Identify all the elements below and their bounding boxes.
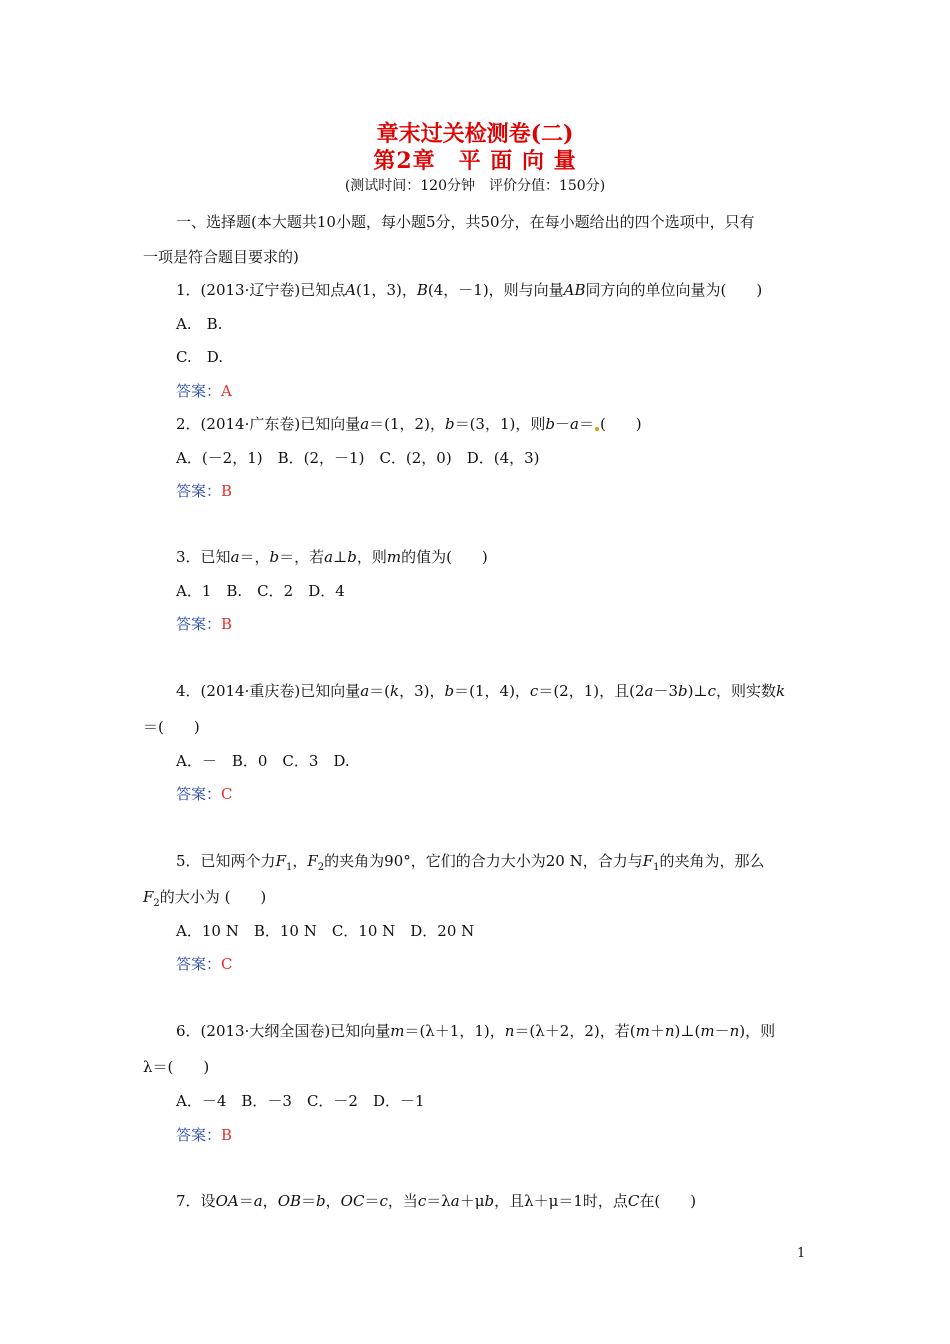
question-5-options: A．10 N B．10 N C．10 N D．20 N: [176, 922, 475, 940]
question-1-answer: 答案：A: [176, 382, 232, 400]
question-6-stem: 6．(2013·大纲全国卷)已知向量m＝(λ＋1，1)，n＝(λ＋2，2)，若(m＋n)⊥(m－n)，则: [176, 1022, 776, 1040]
question-1-options-ab: A. B.: [176, 315, 223, 333]
question-5-answer: 答案：C: [176, 955, 233, 973]
question-1-stem: 1．(2013·辽宁卷)已知点A(1，3)，B(4，－1)，则与向量AB同方向的单位向量为( ): [176, 281, 763, 299]
section-heading-line1: 一、选择题(本大题共10小题，每小题5分，共50分，在每小题给出的四个选项中，只有: [176, 213, 755, 231]
question-3-stem: 3．已知a＝，b＝，若a⊥b，则m的值为( ): [176, 548, 488, 566]
question-2-answer: 答案：B: [176, 482, 233, 500]
question-2-options: A．(－2，1) B．(2，－1) C．(2，0) D．(4，3): [176, 449, 540, 467]
mark-dot: [595, 427, 599, 431]
question-7-stem: 7．设OA＝a，OB＝b，OC＝c，当c＝λa＋μb，且λ＋μ＝1时，点C在( ): [176, 1192, 697, 1210]
question-3-answer: 答案：B: [176, 615, 233, 633]
question-2-stem: 2．(2014·广东卷)已知向量a＝(1，2)，b＝(3，1)，则b－a＝ ( ): [176, 415, 642, 433]
question-4-answer: 答案：C: [176, 785, 233, 803]
section-heading-line2: 一项是符合题目要求的): [143, 248, 299, 266]
question-5-stem-line2: $F_2$的大小为 ( ): [143, 888, 267, 909]
page-number: 1: [797, 1246, 806, 1261]
question-6-answer: 答案：B: [176, 1126, 233, 1144]
page-title: 章末过关检测卷(二): [376, 121, 574, 147]
question-4-stem-line2: ＝( ): [143, 718, 200, 736]
chapter-title: 第2章 平 面 向 量: [373, 148, 577, 174]
question-5-stem: 5．已知两个力$F_1$，$F_2$的夹角为90°，它们的合力大小为20 N，合力与$F_1$的夹角为，那么: [176, 852, 765, 873]
question-1-options-cd: C. D.: [176, 348, 223, 366]
test-info: (测试时间：120分钟 评价分值：150分): [344, 178, 606, 194]
question-6-options: A．－4 B．－3 C．－2 D．－1: [176, 1092, 425, 1110]
question-4-stem: 4．(2014·重庆卷)已知向量a＝(k，3)，b＝(1，4)，c＝(2，1)，且(2a－3b)⊥c，则实数k: [176, 682, 786, 700]
question-3-options: A．1 B. C．2 D．4: [176, 582, 345, 600]
question-4-options: A．－ B．0 C．3 D.: [176, 752, 350, 770]
question-6-stem-line2: λ＝( ): [143, 1058, 210, 1076]
